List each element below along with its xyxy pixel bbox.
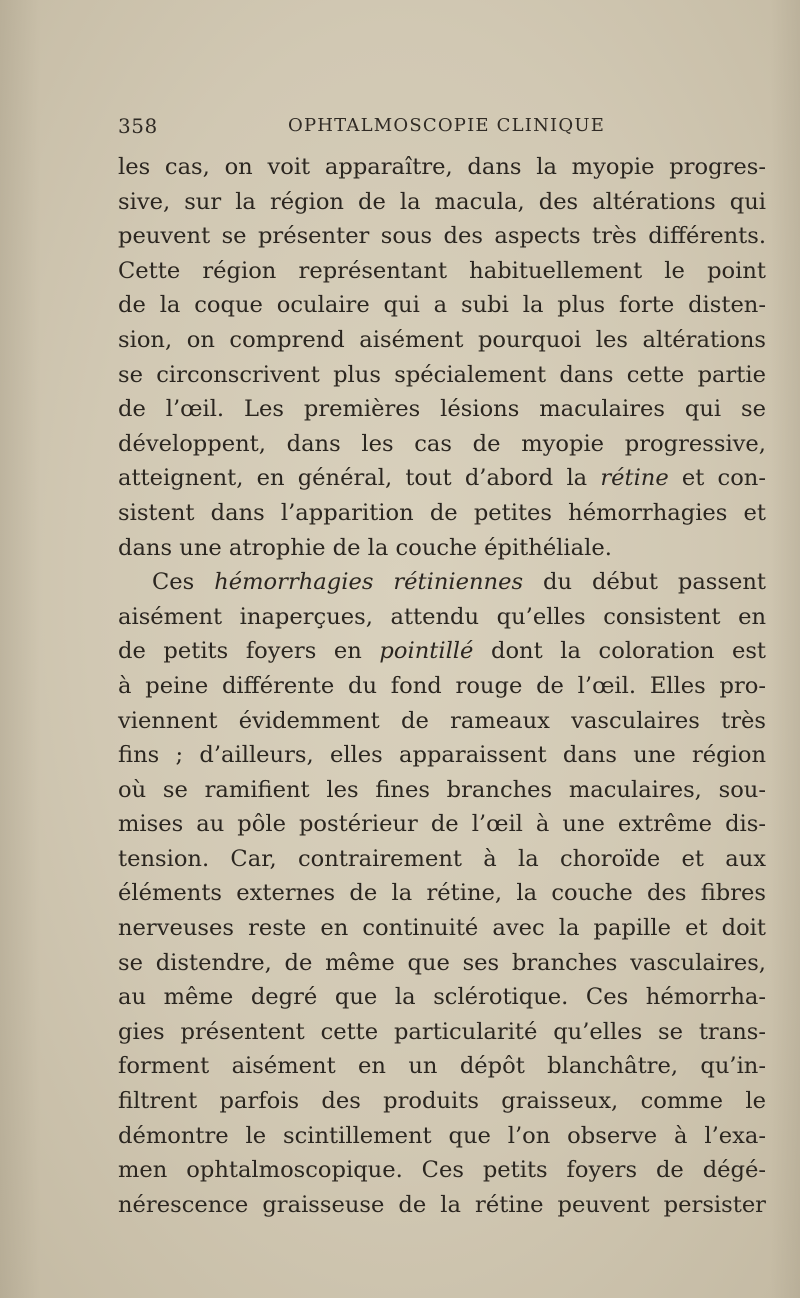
text-line: de l’œil. Les premières lésions maculaires qui se <box>118 396 766 423</box>
text-line: sion, on comprend aisément pourquoi les altérations <box>118 326 766 353</box>
text-line: peuvent se présenter sous des aspects très différents. <box>118 223 766 250</box>
running-title: OPHTALMOSCOPIE CLINIQUE <box>288 115 606 136</box>
text-line: viennent évidemment de rameaux vasculaires très <box>118 707 766 734</box>
text-line: Ces hémorrhagies rétiniennes du début passent <box>152 569 766 596</box>
text-line: de la coque oculaire qui a subi la plus forte disten- <box>118 292 766 319</box>
text-line: nérescence graisseuse de la rétine peuvent persister <box>118 1191 766 1218</box>
text-line: au même degré que la sclérotique. Ces hémorrha- <box>118 984 766 1011</box>
text-line: fins ; d’ailleurs, elles apparaissent dans une région <box>118 742 766 769</box>
text-line: à peine différente du fond rouge de l’œil. Elles pro- <box>118 672 766 699</box>
text-line: démontre le scintillement que l’on observe à l’exa- <box>118 1122 766 1149</box>
text-line: men ophtalmoscopique. Ces petits foyers de dégé- <box>118 1157 766 1184</box>
text-line: sistent dans l’apparition de petites hémorrhagies et <box>118 499 766 526</box>
text-line: filtrent parfois des produits graisseux, comme le <box>118 1088 766 1115</box>
text-line: aisément inaperçues, attendu qu’elles consistent en <box>118 603 766 630</box>
text-line: tension. Car, contrairement à la choroïde et aux <box>118 845 766 872</box>
text-line: se distendre, de même que ses branches vasculaires, <box>118 949 766 976</box>
text-line: où se ramifient les fines branches maculaires, sou- <box>118 776 766 803</box>
page-header <box>118 114 638 144</box>
text-line: atteignent, en général, tout d’abord la rétine et con- <box>118 465 766 492</box>
text-line: Cette région représentant habituellement le point <box>118 257 766 284</box>
italic-term: pointillé <box>379 638 474 665</box>
text-line: sive, sur la région de la macula, des altérations qui <box>118 188 766 215</box>
text-line: forment aisément en un dépôt blanchâtre, qu’in- <box>118 1053 766 1080</box>
italic-term: hémorrhagies rétiniennes <box>214 569 524 596</box>
text-line: se circonscrivent plus spécialement dans cette partie <box>118 361 766 388</box>
text-line: mises au pôle postérieur de l’œil à une extrême dis- <box>118 811 766 838</box>
italic-term: rétine <box>600 465 669 492</box>
page-number: 358 <box>118 114 158 138</box>
body-text <box>118 150 766 1222</box>
text-line: les cas, on voit apparaître, dans la myopie progres- <box>118 154 766 180</box>
text-line: de petits foyers en pointillé dont la coloration est <box>118 638 767 665</box>
text-line: développent, dans les cas de myopie progressive, <box>118 430 766 457</box>
text-line: éléments externes de la rétine, la couche des fibres <box>118 880 766 907</box>
text-line: nerveuses reste en continuité avec la papille et doit <box>118 915 766 942</box>
text-line: gies présentent cette particularité qu’elles se trans- <box>118 1018 766 1045</box>
text-line: dans une atrophie de la couche épithéliale. <box>118 534 612 561</box>
